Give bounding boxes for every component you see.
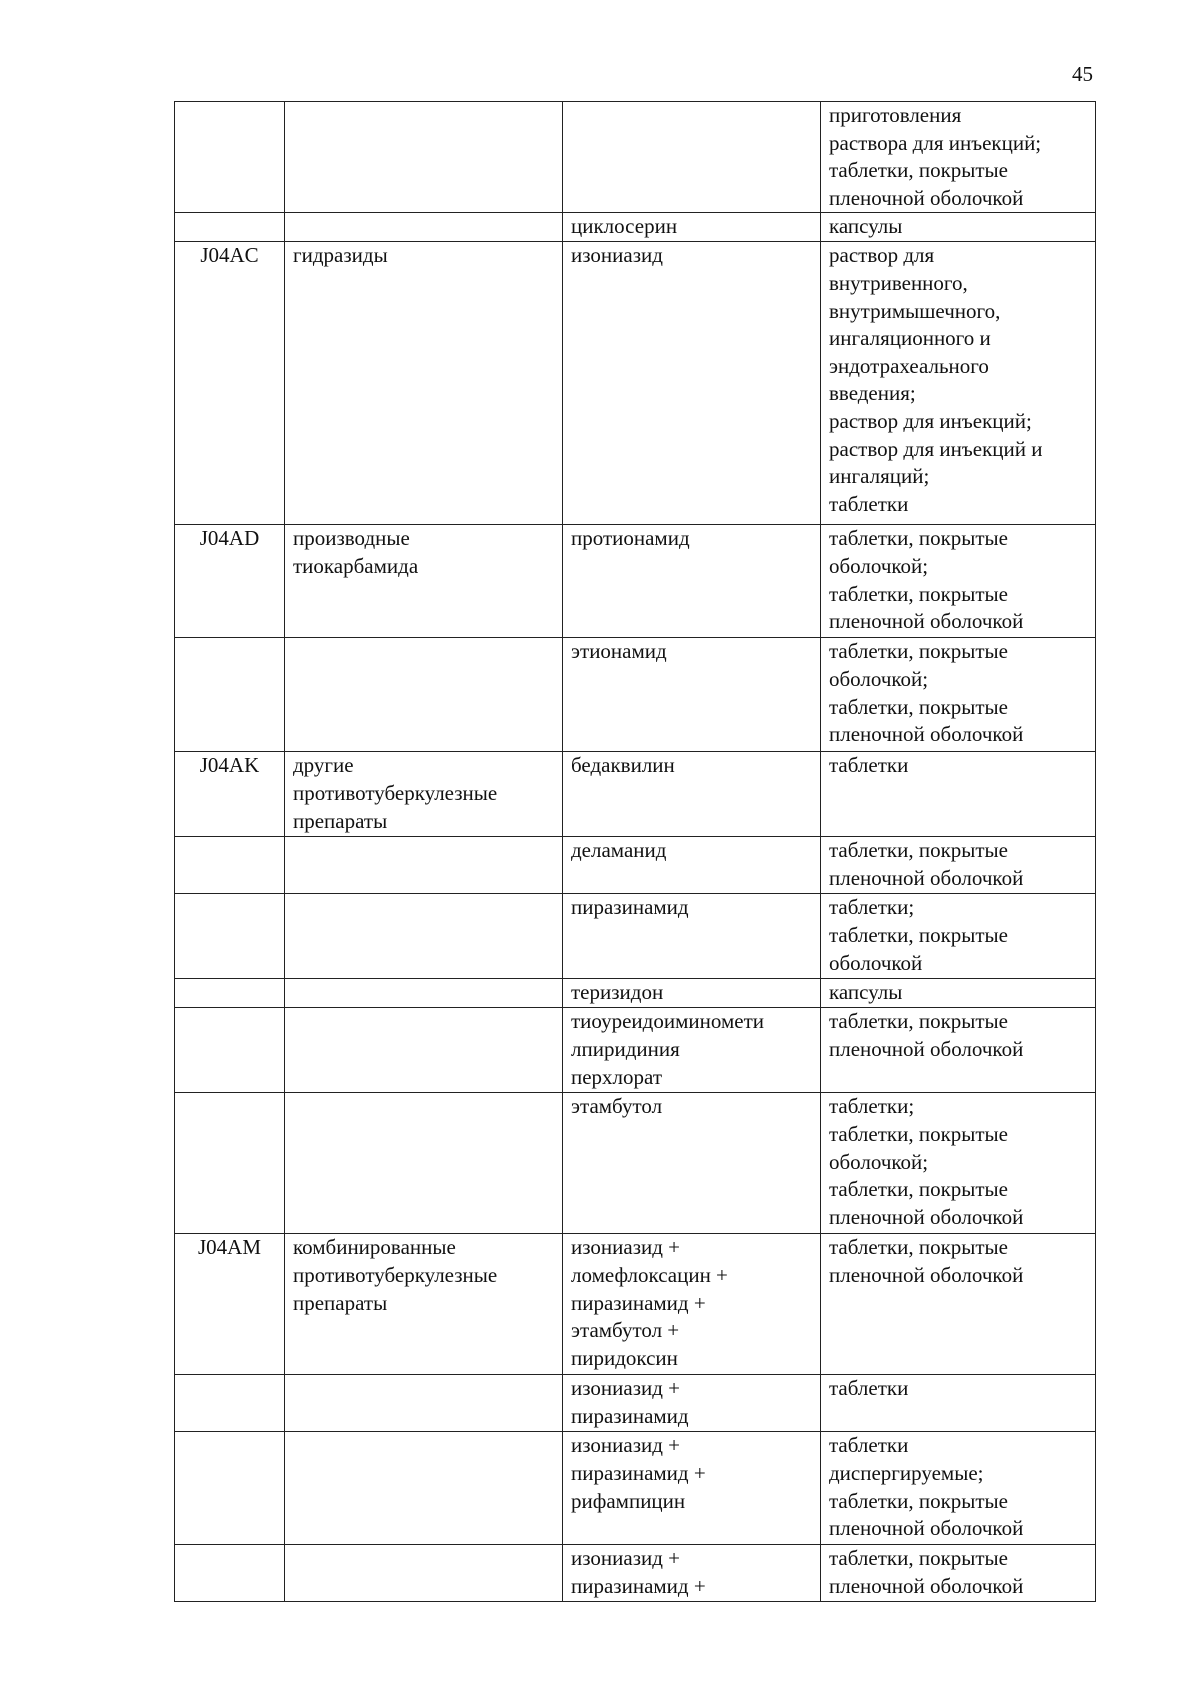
- atc-code-cell: [175, 1093, 285, 1234]
- table-row: [175, 102, 1096, 213]
- dosage-form-cell: таблетки, покрытые пленочной оболочкой: [821, 1234, 1096, 1375]
- table-row: [175, 752, 1096, 837]
- table-row: [175, 1234, 1096, 1375]
- page-number: 45: [1072, 62, 1093, 86]
- atc-code-cell: [175, 837, 285, 894]
- dosage-form-cell: капсулы: [821, 979, 1096, 1008]
- group-cell: [285, 979, 563, 1008]
- dosage-form-cell: таблетки диспергируемые; таблетки, покрытые пленочной оболочкой: [821, 1432, 1096, 1545]
- table-row: [175, 213, 1096, 242]
- drug-name-cell: протионамид: [563, 525, 821, 638]
- drug-name-cell: изониазид: [563, 242, 821, 525]
- table-row: [175, 1432, 1096, 1545]
- drug-name-cell: бедаквилин: [563, 752, 821, 837]
- table-row: [175, 1545, 1096, 1602]
- atc-code-cell: [175, 638, 285, 752]
- atc-code-cell: J04AM: [175, 1234, 285, 1375]
- group-cell: [285, 1432, 563, 1545]
- group-cell: производные тиокарбамида: [285, 525, 563, 638]
- group-cell: [285, 213, 563, 242]
- atc-code-cell: [175, 894, 285, 979]
- drug-name-cell: пиразинамид: [563, 894, 821, 979]
- table-row: [175, 242, 1096, 525]
- group-cell: другие противотуберкулезные препараты: [285, 752, 563, 837]
- group-cell: гидразиды: [285, 242, 563, 525]
- atc-code-cell: J04AC: [175, 242, 285, 525]
- table-row: [175, 1375, 1096, 1432]
- dosage-form-cell: таблетки, покрытые оболочкой; таблетки, покрытые пленочной оболочкой: [821, 638, 1096, 752]
- atc-code-cell: [175, 1432, 285, 1545]
- atc-code-cell: [175, 1008, 285, 1093]
- group-cell: [285, 1375, 563, 1432]
- group-cell: [285, 837, 563, 894]
- drug-name-cell: деламанид: [563, 837, 821, 894]
- group-cell: [285, 894, 563, 979]
- table-row: [175, 1008, 1096, 1093]
- drug-name-cell: теризидон: [563, 979, 821, 1008]
- drug-name-cell: этамбутол: [563, 1093, 821, 1234]
- drug-name-cell: этионамид: [563, 638, 821, 752]
- atc-code-cell: [175, 213, 285, 242]
- dosage-form-cell: таблетки, покрытые пленочной оболочкой: [821, 837, 1096, 894]
- atc-code-cell: J04AK: [175, 752, 285, 837]
- dosage-form-cell: таблетки, покрытые пленочной оболочкой: [821, 1008, 1096, 1093]
- group-cell: [285, 638, 563, 752]
- group-cell: [285, 1545, 563, 1602]
- table-row: [175, 894, 1096, 979]
- group-cell: [285, 1093, 563, 1234]
- table-row: [175, 979, 1096, 1008]
- dosage-form-cell: таблетки, покрытые оболочкой; таблетки, покрытые пленочной оболочкой: [821, 525, 1096, 638]
- drug-name-cell: изониазид + пиразинамид +: [563, 1545, 821, 1602]
- dosage-form-cell: капсулы: [821, 213, 1096, 242]
- drug-name-cell: изониазид + пиразинамид: [563, 1375, 821, 1432]
- atc-code-cell: [175, 1375, 285, 1432]
- dosage-form-cell: приготовления раствора для инъекций; таблетки, покрытые пленочной оболочкой: [821, 102, 1096, 213]
- atc-code-cell: [175, 979, 285, 1008]
- drug-name-cell: тиоуреидоиминомети лпиридиния перхлорат: [563, 1008, 821, 1093]
- dosage-form-cell: таблетки; таблетки, покрытые оболочкой: [821, 894, 1096, 979]
- group-cell: комбинированные противотуберкулезные препараты: [285, 1234, 563, 1375]
- dosage-form-cell: раствор для внутривенного, внутримышечного, ингаляционного и эндотрахеального введения; раствор для инъекций; раствор для инъекций и ингаляций; таблетки: [821, 242, 1096, 525]
- atc-code-cell: [175, 1545, 285, 1602]
- dosage-form-cell: таблетки; таблетки, покрытые оболочкой; таблетки, покрытые пленочной оболочкой: [821, 1093, 1096, 1234]
- drug-name-cell: изониазид + пиразинамид + рифампицин: [563, 1432, 821, 1545]
- atc-code-cell: J04AD: [175, 525, 285, 638]
- drug-name-cell: изониазид + ломефлоксацин + пиразинамид + этамбутол + пиридоксин: [563, 1234, 821, 1375]
- drug-name-cell: [563, 102, 821, 213]
- dosage-form-cell: таблетки: [821, 1375, 1096, 1432]
- dosage-form-cell: таблетки, покрытые пленочной оболочкой: [821, 1545, 1096, 1602]
- table-row: [175, 525, 1096, 638]
- drug-name-cell: циклосерин: [563, 213, 821, 242]
- table-row: [175, 837, 1096, 894]
- dosage-form-cell: таблетки: [821, 752, 1096, 837]
- atc-code-cell: [175, 102, 285, 213]
- group-cell: [285, 1008, 563, 1093]
- drug-table: [174, 101, 1096, 1602]
- group-cell: [285, 102, 563, 213]
- table-row: [175, 638, 1096, 752]
- table-row: [175, 1093, 1096, 1234]
